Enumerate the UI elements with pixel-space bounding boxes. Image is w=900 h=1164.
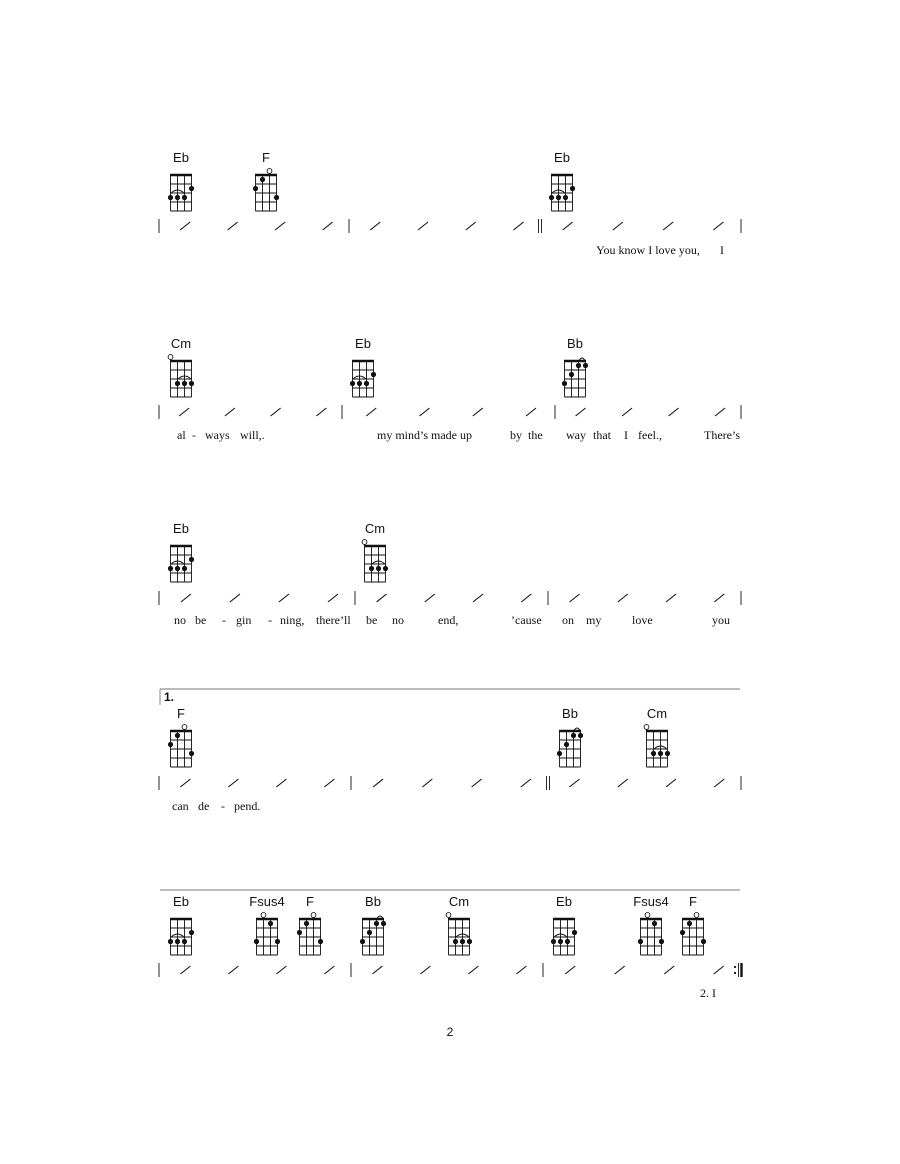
lyric-syllable: - [192,428,196,442]
chord-name: Cm [364,521,386,536]
finger-dot [297,930,302,935]
open-string-marker [182,725,187,730]
rhythm-slash [271,408,281,416]
rhythm-slash [468,966,478,974]
chord-diagram [562,336,588,397]
rhythm-slash [276,966,286,974]
finger-dot [189,751,194,756]
chord-name: Eb [355,336,371,351]
finger-dot [189,381,194,386]
lyric-syllable: - [221,799,225,813]
chord-diagram [549,150,575,211]
finger-dot [182,939,187,944]
open-string-marker [644,725,649,730]
chord-name: Bb [562,706,578,721]
chord-name: F [689,894,697,909]
finger-dot [168,742,173,747]
rhythm-slash [324,966,334,974]
finger-dot [576,363,581,368]
repeat-dot [734,972,736,974]
rhythm-slash [669,408,679,416]
chord-diagram [680,894,706,955]
rhythm-slash [373,779,383,787]
rhythm-slash [228,779,238,787]
rhythm-slash [472,779,482,787]
chord-diagram [168,894,194,955]
finger-dot [659,939,664,944]
lyric-syllable: there’ll [316,613,351,627]
lyric-syllable: can [172,799,189,813]
rhythm-slash [422,779,432,787]
finger-dot [274,195,279,200]
chord-name: F [177,706,185,721]
lyric-syllable: on [562,613,574,627]
chord-name: Cm [646,706,668,721]
lyric-syllable: gin [236,613,252,627]
lyric-syllable: You know I love you, [596,243,700,257]
lyric-syllable: - [222,613,226,627]
rhythm-slash [576,408,586,416]
lyric-syllable: be [195,613,207,627]
rhythm-slash [230,594,240,602]
finger-dot [369,566,374,571]
rhythm-slash [420,966,430,974]
finger-dot [260,177,265,182]
rhythm-slash [425,594,435,602]
rhythm-slash [666,779,676,787]
lyric-syllable: way [566,428,586,442]
rhythm-slash [324,779,334,787]
rhythm-slash [420,408,430,416]
page-number: 2 [446,1025,454,1039]
finger-dot [168,195,173,200]
finger-dot [467,939,472,944]
rhythm-slash [526,408,536,416]
chord-name: Eb [173,150,189,165]
finger-dot [381,921,386,926]
rhythm-slash [618,779,628,787]
finger-dot [572,930,577,935]
rhythm-slash [514,222,524,230]
rhythm-slash [664,966,674,974]
chord-name: Bb [365,894,381,909]
finger-dot [357,381,362,386]
finger-dot [318,939,323,944]
finger-dot [565,939,570,944]
finger-dot [168,566,173,571]
finger-dot [680,930,685,935]
rhythm-slash [370,222,380,230]
chord-name: Eb [556,894,572,909]
lyric-syllable: love [632,613,653,627]
chord-diagram [644,706,670,767]
rhythm-slash [714,594,724,602]
lyric-syllable: you [712,613,730,627]
chord-diagram [633,894,668,955]
open-string-marker [311,913,316,918]
rhythm-slash [618,594,628,602]
rhythm-slash [323,222,333,230]
finger-dot [175,939,180,944]
rhythm-slash [316,408,326,416]
lyric-syllable: pend. [234,799,261,813]
finger-dot [254,939,259,944]
rhythm-slash [180,966,190,974]
finger-dot [189,557,194,562]
chord-name: Eb [554,150,570,165]
rhythm-slash [366,408,376,416]
open-string-marker [267,169,272,174]
lyric-syllable: - [268,613,272,627]
finger-dot [175,195,180,200]
finger-dot [651,751,656,756]
finger-dot [583,363,588,368]
lyric-syllable: no [174,613,186,627]
finger-dot [578,733,583,738]
rhythm-slash [622,408,632,416]
chord-name: Cm [170,336,192,351]
chord-diagram [362,521,388,582]
chord-diagram [168,150,194,211]
chord-diagram [249,894,284,955]
open-string-marker [645,913,650,918]
finger-dot [571,733,576,738]
finger-dot [558,939,563,944]
finger-dot [275,939,280,944]
chord-diagram [446,894,472,955]
lyric-syllable: will,. [240,428,265,442]
lyric-syllable: de [198,799,210,813]
finger-dot [175,566,180,571]
chord-diagram [253,150,279,211]
chord-diagram [360,894,386,955]
rhythm-slash [181,594,191,602]
finger-dot [376,566,381,571]
rhythm-slash [328,594,338,602]
rhythm-slash [225,408,235,416]
rhythm-slash [180,779,190,787]
lyric-syllable: ’cause [511,613,542,627]
lyric-syllable: be [366,613,378,627]
chord-name: Bb [567,336,583,351]
lyric-syllable: my mind’s made up [377,428,472,442]
rhythm-slash [179,408,189,416]
finger-dot [371,372,376,377]
lyric-syllable: I [624,428,628,442]
rhythm-slash [372,966,382,974]
rhythm-slash [418,222,428,230]
open-string-marker [694,913,699,918]
rhythm-slash [570,779,580,787]
rhythm-slash [521,779,531,787]
rhythm-slash [377,594,387,602]
rhythm-slash [279,594,289,602]
chord-diagram [168,336,194,397]
finger-dot [304,921,309,926]
finger-dot [687,921,692,926]
chord-name: Eb [173,521,189,536]
volta-label: 1. [164,690,175,704]
rhythm-slash [666,594,676,602]
chord-name: Fsus4 [249,894,285,909]
lyric-syllable: feel., [638,428,662,442]
lyric-syllable: that [593,428,611,442]
finger-dot [658,751,663,756]
finger-dot [360,939,365,944]
lyric-syllable: al [177,428,186,442]
rhythm-slash [715,408,725,416]
rhythm-slash [180,222,190,230]
chord-name: F [306,894,314,909]
rhythm-slash [570,594,580,602]
chord-diagram [557,706,583,767]
finger-dot [189,930,194,935]
finger-dot [652,921,657,926]
rhythm-slash [613,222,623,230]
lyric-syllable: 2. I [700,986,716,1000]
rhythm-slash [473,408,483,416]
finger-dot [374,921,379,926]
finger-dot [556,195,561,200]
rhythm-slash [563,222,573,230]
lyric-syllable: ways [205,428,230,442]
finger-dot [453,939,458,944]
chord-diagram [297,894,323,955]
finger-dot [182,566,187,571]
chord-name: Fsus4 [633,894,669,909]
finger-dot [175,733,180,738]
finger-dot [383,566,388,571]
rhythm-slash [663,222,673,230]
open-string-marker [362,540,367,545]
chord-name: F [262,150,270,165]
chord-name: Cm [448,894,470,909]
finger-dot [253,186,258,191]
repeat-dot [734,966,736,968]
finger-dot [569,372,574,377]
lyric-syllable: the [528,428,543,442]
finger-dot [175,381,180,386]
finger-dot [638,939,643,944]
chord-diagram [551,894,577,955]
finger-dot [562,381,567,386]
finger-dot [189,186,194,191]
finger-dot [549,195,554,200]
rhythm-slash [275,222,285,230]
rhythm-slash [466,222,476,230]
rhythm-slash [615,966,625,974]
rhythm-slash [228,966,238,974]
finger-dot [701,939,706,944]
finger-dot [551,939,556,944]
chord-diagram [350,336,376,397]
rhythm-slash [228,222,238,230]
finger-dot [564,742,569,747]
finger-dot [570,186,575,191]
chord-diagram [168,706,194,767]
lyric-syllable: ning, [280,613,305,627]
rhythm-slash [714,779,724,787]
rhythm-slash [521,594,531,602]
open-string-marker [261,913,266,918]
lyric-syllable: by [510,428,522,442]
finger-dot [460,939,465,944]
rhythm-slash [565,966,575,974]
rhythm-slash [276,779,286,787]
lyric-syllable: my [586,613,602,627]
finger-dot [557,751,562,756]
rhythm-slash [473,594,483,602]
rhythm-slash [714,966,724,974]
finger-dot [665,751,670,756]
finger-dot [350,381,355,386]
finger-dot [182,381,187,386]
finger-dot [168,939,173,944]
open-string-marker [446,913,451,918]
rhythm-slash [516,966,526,974]
chord-diagram [168,521,194,582]
chord-name: Eb [173,894,189,909]
rhythm-slash [713,222,723,230]
open-string-marker [168,355,173,360]
lyric-syllable: I [720,243,724,257]
lyric-syllable: end, [438,613,459,627]
finger-dot [268,921,273,926]
finger-dot [364,381,369,386]
finger-dot [182,195,187,200]
lyric-syllable: no [392,613,404,627]
lyric-syllable: There’s [704,428,740,442]
finger-dot [563,195,568,200]
finger-dot [367,930,372,935]
